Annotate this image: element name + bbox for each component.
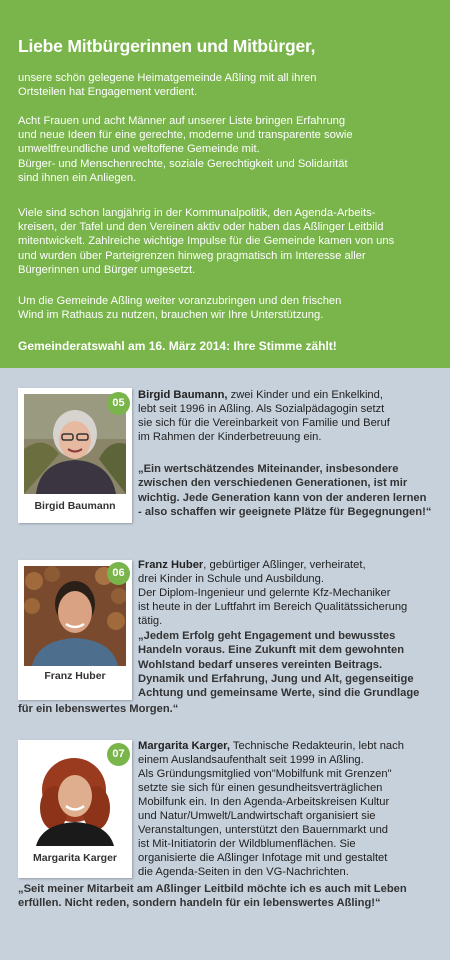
text-line: Achtung und gemeinsame Werte, sind die Grundlage [138,687,420,700]
candidate-card-karger [18,740,132,878]
text-line: - also schaffen wir geeignete Plätze für Begegnungen!“ [138,505,432,518]
candidate-quote-huber [138,629,419,700]
text-line: tätig. [138,615,163,627]
text-line: die Agenda-Seiten in den VG-Nachrichten. [138,866,349,878]
text-line: „Jedem Erfolg geht Engagement und bewusstes [138,630,396,642]
text-line: lebt seit 1996 in Aßling. Als Sozialpädagogin setzt [138,403,385,415]
text-line: zwischen den verschiedenen Generationen, ist mir [138,477,408,490]
bio-text: zwei Kinder und ein Enkelkind, [227,389,383,401]
candidate-number-badge: 07 [107,743,130,766]
text-line: drei Kinder in Schule und Ausbildung. [138,573,324,585]
text-line: im Rahmen der Kinderbetreuung ein. [138,431,322,443]
bio-name: Margarita Karger, [138,740,231,752]
text-line: Bürger- und Menschenrechte, soziale Gerechtigkeit und Solidarität [18,157,348,170]
bio-name: Franz Huber [138,559,204,571]
text-line: Viele sind schon langjährig in der Kommunalpolitik, den Agenda-Arbeits- [18,207,376,219]
text-line: Mobilfunk ein. In den Agenda-Arbeitskreisen Kultur [138,796,390,808]
candidate-bio-baumann [138,388,390,444]
text-line: Veranstaltungen, unterstützt den Bauernmarkt und [138,824,389,836]
text-line: Als Gründungsmitglied von"Mobilfunk mit Grenzen" [138,768,392,780]
text-line: „Ein wertschätzendes Miteinander, insbesondere [138,463,399,475]
text-line: kreisen, der Tafel und den Vereinen aktiv oder haben das Aßlinger Leitbild [18,221,384,234]
text-line: organisierte die Aßlinger Infotage mit und gestaltet [138,852,388,864]
candidate-name: Birgid Baumann [34,500,116,512]
candidate-number-badge: 05 [107,392,130,415]
text-line: Wind im Rathaus zu nutzen, brauchen wir Ihre Unterstützung. [18,309,324,322]
bio-text: Technische Redakteurin, lebt nach [230,740,404,752]
text-line: wichtig. Jede Generation kann von der anderen lernen [138,491,427,504]
text-line: mitentwickelt. Zahlreiche wichtige Impulse für die Gemeinde kamen von uns [18,235,395,248]
intro-panel [0,0,450,368]
text-line: Handeln voraus. Eine Zukunft mit dem gewohnten [138,644,405,657]
text-line: unsere schön gelegene Heimatgemeinde Aßling mit all ihren [18,72,317,84]
text-line: erfüllen. Nicht reden, sondern handeln für ein lebenswertes Aßling!“ [18,897,381,910]
candidate-quote-karger [18,882,407,911]
text-line: umweltfreundliche und weltoffene Gemeinde mit. [18,143,260,156]
candidate-number-badge: 06 [107,562,130,585]
text-line: und neue Ideen für eine gerechte, moderne und transparente sowie [18,129,353,142]
candidate-name: Margarita Karger [32,852,118,864]
text-line: Bürgerinnen und Bürger umgesetzt. [18,263,196,276]
text-line: „Seit meiner Mitarbeit am Aßlinger Leitbild möchte ich es auch mit Leben [18,883,407,895]
candidate-card-baumann [18,388,132,523]
text-line: sind ihnen ein Anliegen. [18,171,137,184]
election-slogan: Gemeinderatswahl am 16. März 2014: Ihre Stimme zählt! [18,339,337,353]
candidate-quote-huber-end [18,702,178,716]
text-line: ist Mit-Initiatorin der Wildblumenflächen. Sie [138,838,356,850]
greeting-title: Liebe Mitbürgerinnen und Mitbürger, [18,36,316,56]
candidate-name: Franz Huber [44,670,106,682]
intro-paragraph-4 [18,294,341,322]
text-line: ist heute in der Luftfahrt im Bereich Qualitätssicherung [138,601,408,613]
text-line: und wurden über Parteigrenzen hinweg pragmatisch im Interesse aller [18,249,366,262]
text-line: einem Auslandsaufenthalt seit 1999 in Aßling. [138,754,364,766]
text-line: und Natur/Umwelt/Landwirtschaft organisiert sie [138,810,376,822]
intro-paragraph-3 [18,206,394,277]
candidate-card-huber [18,560,132,700]
intro-paragraph-1 [18,71,317,99]
text-line: sie sich für die Vereinbarkeit von Familie und Beruf [138,417,390,429]
bio-text: , gebürtiger Aßlinger, verheiratet, [203,559,366,571]
text-line: setzte sie sich für einen gesundheitsverträglichen [138,782,383,794]
candidate-bio-karger [138,739,404,879]
text-line: Acht Frauen und acht Männer auf unserer Liste bringen Erfahrung [18,115,346,127]
bio-name: Birgid Baumann, [138,389,228,401]
text-line: Wohlstand bedarf unseres vereinten Beitrags. [138,658,383,671]
text-line: Dynamik und Erfahrung, Jung und Alt, gegenseitige [138,672,414,685]
text-line: für ein lebenswertes Morgen.“ [18,703,179,715]
text-line: Um die Gemeinde Aßling weiter voranzubringen und den frischen [18,295,342,307]
candidate-bio-huber [138,558,407,628]
intro-paragraph-2 [18,114,353,185]
text-line: Der Diplom-Ingenieur und gelernte Kfz-Mechaniker [138,587,391,599]
text-line: Ortsteilen hat Engagement verdient. [18,86,198,99]
candidate-quote-baumann [138,462,431,519]
